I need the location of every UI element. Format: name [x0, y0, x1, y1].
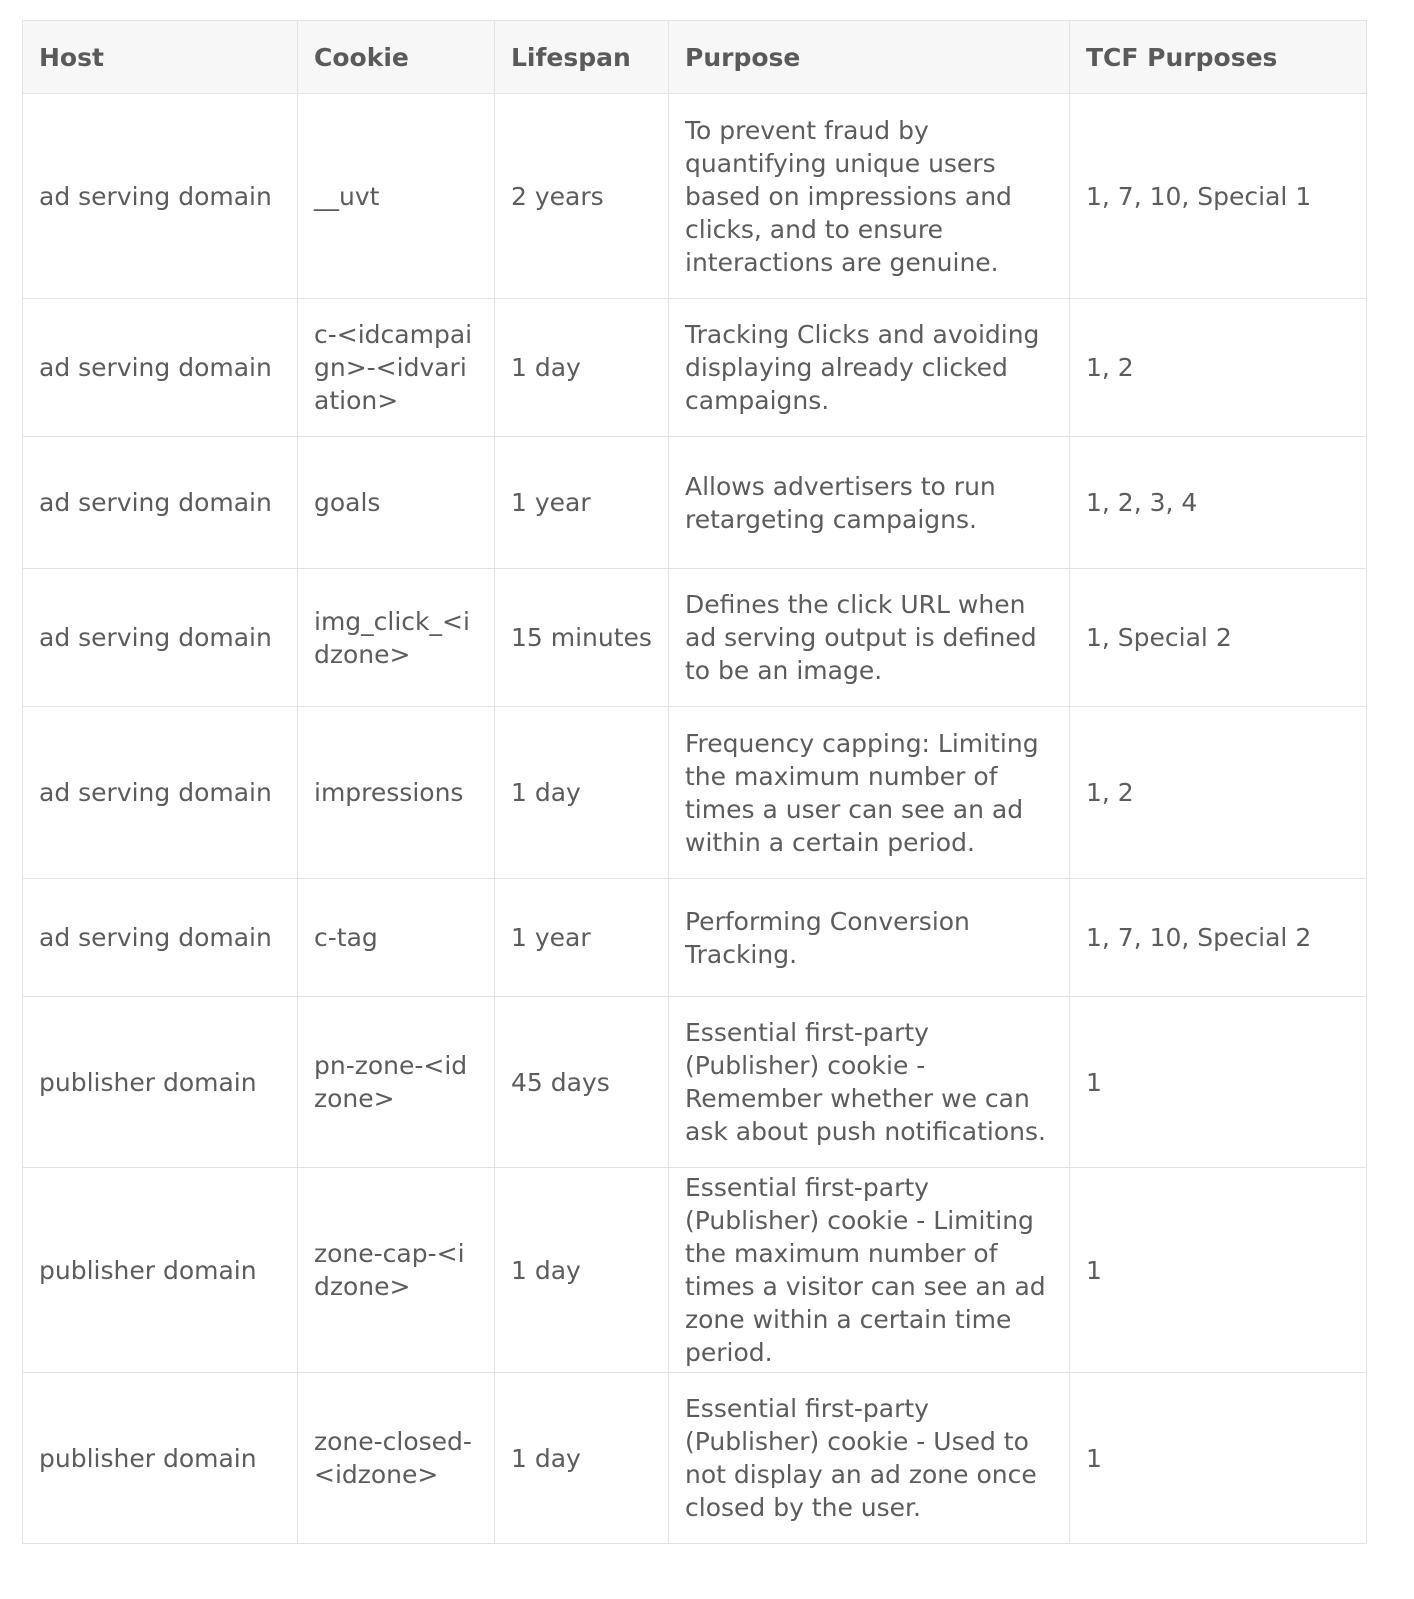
cell-tcf-purposes: 1, 7, 10, Special 1: [1070, 94, 1367, 299]
cell-tcf-purposes: 1, 2, 3, 4: [1070, 437, 1367, 569]
cell-cookie: __uvt: [298, 94, 495, 299]
column-header-host: Host: [23, 21, 298, 94]
cell-lifespan: 45 days: [495, 997, 669, 1168]
cell-lifespan: 1 day: [495, 1168, 669, 1373]
table-row: [23, 437, 1367, 569]
cell-host: ad serving domain: [23, 437, 298, 569]
table-row: [23, 997, 1367, 1168]
cell-cookie: zone-closed-<idzone>: [298, 1373, 495, 1544]
cell-host: ad serving domain: [23, 299, 298, 437]
cell-cookie: c-<idcampaign>-<idvariation>: [298, 299, 495, 437]
table-row: [23, 94, 1367, 299]
cell-lifespan: 1 day: [495, 707, 669, 879]
cell-host: ad serving domain: [23, 569, 298, 707]
table-row: [23, 299, 1367, 437]
table-body: [23, 94, 1367, 1544]
table-row: [23, 1168, 1367, 1373]
cell-purpose: Essential first-party (Publisher) cookie - Remember whether we can ask about push notifications.: [669, 997, 1070, 1168]
column-header-lifespan: Lifespan: [495, 21, 669, 94]
cell-cookie: goals: [298, 437, 495, 569]
cell-tcf-purposes: 1, 2: [1070, 707, 1367, 879]
header-row: [23, 21, 1367, 94]
table-header: [23, 21, 1367, 94]
column-header-tcf-purposes: TCF Purposes: [1070, 21, 1367, 94]
cell-tcf-purposes: 1: [1070, 1168, 1367, 1373]
cell-tcf-purposes: 1: [1070, 1373, 1367, 1544]
cell-cookie: impressions: [298, 707, 495, 879]
cell-lifespan: 15 minutes: [495, 569, 669, 707]
cell-purpose: Frequency capping: Limiting the maximum number of times a user can see an ad within a certain period.: [669, 707, 1070, 879]
table-row: [23, 707, 1367, 879]
table-row: [23, 569, 1367, 707]
cell-purpose: Defines the click URL when ad serving output is defined to be an image.: [669, 569, 1070, 707]
cell-purpose: To prevent fraud by quantifying unique users based on impressions and clicks, and to ensure interactions are genuine.: [669, 94, 1070, 299]
cell-cookie: pn-zone-<idzone>: [298, 997, 495, 1168]
cell-purpose: Performing Conversion Tracking.: [669, 879, 1070, 997]
cell-lifespan: 1 year: [495, 437, 669, 569]
cell-cookie: c-tag: [298, 879, 495, 997]
column-header-purpose: Purpose: [669, 21, 1070, 94]
cell-host: ad serving domain: [23, 879, 298, 997]
cell-tcf-purposes: 1, Special 2: [1070, 569, 1367, 707]
cell-tcf-purposes: 1, 2: [1070, 299, 1367, 437]
table-row: [23, 879, 1367, 997]
cell-lifespan: 2 years: [495, 94, 669, 299]
cell-cookie: img_click_<idzone>: [298, 569, 495, 707]
cell-host: publisher domain: [23, 1168, 298, 1373]
cell-lifespan: 1 day: [495, 299, 669, 437]
cell-lifespan: 1 year: [495, 879, 669, 997]
column-header-cookie: Cookie: [298, 21, 495, 94]
cell-lifespan: 1 day: [495, 1373, 669, 1544]
cell-host: publisher domain: [23, 1373, 298, 1544]
cell-purpose: Essential first-party (Publisher) cookie - Limiting the maximum number of times a visitor can see an ad zone within a certain time period.: [669, 1168, 1070, 1373]
cell-host: ad serving domain: [23, 707, 298, 879]
cell-purpose: Essential first-party (Publisher) cookie - Used to not display an ad zone once closed by the user.: [669, 1373, 1070, 1544]
cell-host: publisher domain: [23, 997, 298, 1168]
cookie-table-container: [22, 20, 1366, 1544]
cell-tcf-purposes: 1: [1070, 997, 1367, 1168]
cell-tcf-purposes: 1, 7, 10, Special 2: [1070, 879, 1367, 997]
table-row: [23, 1373, 1367, 1544]
cell-host: ad serving domain: [23, 94, 298, 299]
cell-cookie: zone-cap-<idzone>: [298, 1168, 495, 1373]
cookie-table: [22, 20, 1367, 1544]
cell-purpose: Allows advertisers to run retargeting campaigns.: [669, 437, 1070, 569]
cell-purpose: Tracking Clicks and avoiding displaying already clicked campaigns.: [669, 299, 1070, 437]
